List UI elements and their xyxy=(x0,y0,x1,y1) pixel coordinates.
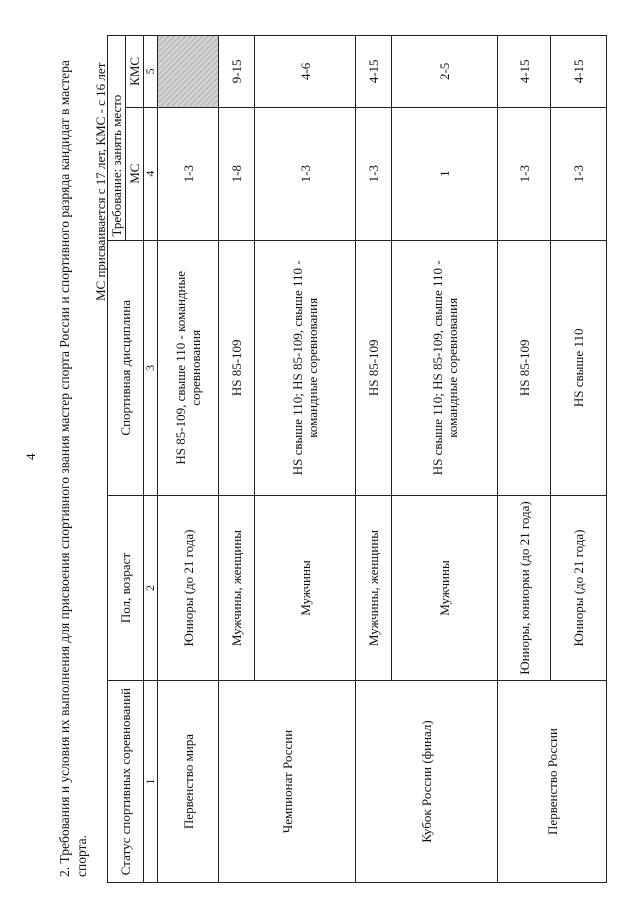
kms-cell: 4-15 xyxy=(356,36,392,108)
column-number: 4 xyxy=(144,107,158,240)
intro-paragraph: 2. Требования и условия их выполнения для присвоения спортивного звания мастер спорта России и спортивного разряда кандидат в мастера спорта. xyxy=(57,60,89,877)
status-cell: Чемпионат России xyxy=(219,681,356,883)
column-number: 2 xyxy=(144,496,158,681)
kms-cell: 4-15 xyxy=(551,36,607,108)
status-cell: Первенство России xyxy=(498,681,607,883)
status-cell: Первенство мира xyxy=(158,681,219,883)
header-status: Статус спортивных соревнований xyxy=(108,681,144,883)
header-discipline: Спортивная дисциплина xyxy=(108,240,144,495)
kms-cell-shaded xyxy=(158,36,219,108)
column-number: 5 xyxy=(144,36,158,108)
gender-age-cell: Мужчины, женщины xyxy=(356,496,392,681)
ms-cell: 1-3 xyxy=(498,107,551,240)
status-cell: Кубок России (финал) xyxy=(356,681,498,883)
discipline-cell: HS 85-109 xyxy=(498,240,551,495)
header-ms: МС xyxy=(126,107,144,240)
ms-cell: 1-3 xyxy=(551,107,607,240)
kms-cell: 4-6 xyxy=(255,36,356,108)
table-row xyxy=(158,36,219,883)
discipline-cell: HS 85-109, свыше 110 - командные соревнования xyxy=(158,240,219,495)
table-row xyxy=(219,36,255,883)
ms-cell: 1-8 xyxy=(219,107,255,240)
gender-age-cell: Мужчины xyxy=(392,496,498,681)
table-row xyxy=(356,36,392,883)
header-requirement: Требование: занять место xyxy=(108,36,126,241)
discipline-cell: HS свыше 110 xyxy=(551,240,607,495)
kms-cell: 2-5 xyxy=(392,36,498,108)
discipline-cell: HS свыше 110; HS 85-109, свыше 110 - командные соревнования xyxy=(392,240,498,495)
header-kms: КМС xyxy=(126,36,144,108)
column-number: 3 xyxy=(144,240,158,495)
ms-cell: 1-3 xyxy=(356,107,392,240)
kms-cell: 4-15 xyxy=(498,36,551,108)
age-requirement-note: МС присваивается с 17 лет, КМС - с 16 лет xyxy=(93,62,108,301)
table-row xyxy=(498,36,551,883)
gender-age-cell: Мужчины xyxy=(255,496,356,681)
header-gender-age: Пол, возраст xyxy=(108,496,144,681)
discipline-cell: HS свыше 110; HS 85-109, свыше 110 - командные соревнования xyxy=(255,240,356,495)
ms-cell: 1 xyxy=(392,107,498,240)
gender-age-cell: Мужчины, женщины xyxy=(219,496,255,681)
column-number-row xyxy=(144,36,158,883)
gender-age-cell: Юниоры (до 21 года) xyxy=(158,496,219,681)
gender-age-cell: Юниоры, юниорки (до 21 года) xyxy=(498,496,551,681)
column-number: 1 xyxy=(144,681,158,883)
requirements-table xyxy=(107,35,607,883)
ms-cell: 1-3 xyxy=(158,107,219,240)
page-number: 4 xyxy=(23,453,38,460)
gender-age-cell: Юниоры (до 21 года) xyxy=(551,496,607,681)
discipline-cell: HS 85-109 xyxy=(219,240,255,495)
discipline-cell: HS 85-109 xyxy=(356,240,392,495)
ms-cell: 1-3 xyxy=(255,107,356,240)
kms-cell: 9-15 xyxy=(219,36,255,108)
